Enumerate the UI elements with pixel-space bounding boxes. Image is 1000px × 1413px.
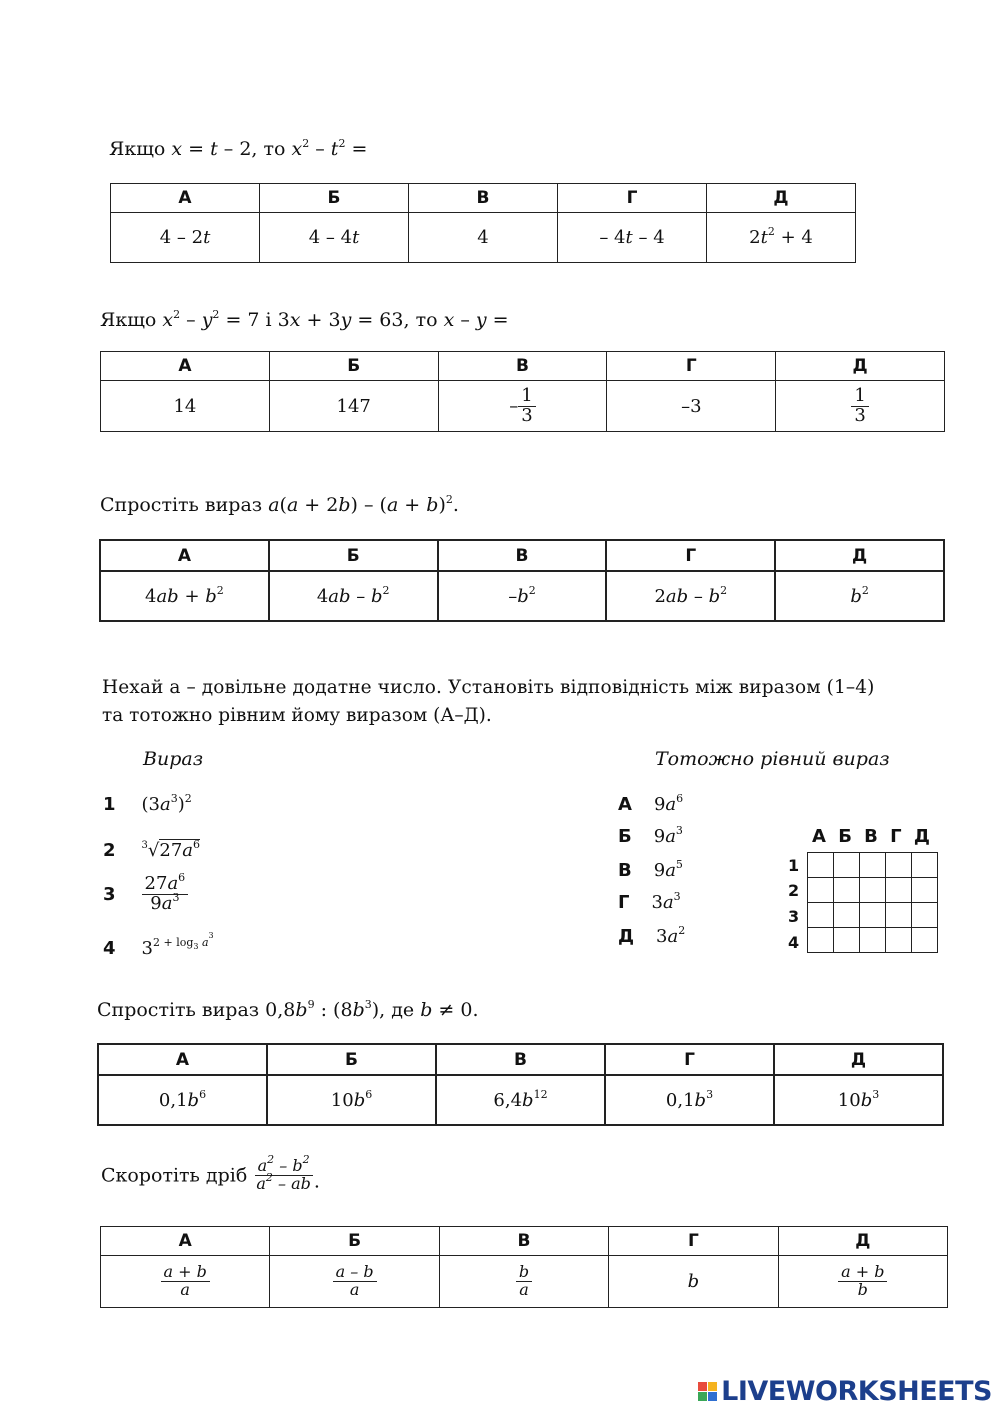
option-a[interactable]: $\frac{a + b}{a}$ [101,1256,270,1308]
grid-cell[interactable] [834,878,860,903]
option-d[interactable]: $\frac{1}{3}$ [776,381,945,432]
grid-cell[interactable] [860,903,886,928]
option-v[interactable]: $6,4b^{12}$ [436,1075,605,1125]
option-g[interactable]: b [609,1256,778,1308]
option-d[interactable]: $\frac{a + b}{b}$ [778,1256,947,1308]
option-header-b: Б [269,540,438,571]
identity-a: А $9a^6$ [618,792,684,815]
option-b[interactable]: $4ab - b^2$ [269,571,438,621]
identity-v: В $9a^5$ [618,858,683,881]
liveworksheets-logo [698,1376,992,1407]
option-header-v: В [409,184,558,213]
grid-cell[interactable] [886,878,912,903]
option-a[interactable]: 4 – 2t [111,213,260,263]
option-header-g: Г [605,1044,774,1075]
option-header-v: В [439,1227,608,1256]
grid-cell[interactable] [860,928,886,953]
option-header-d: Д [707,184,856,213]
right-column-title: Тотожно рівний вираз [655,748,890,770]
option-header-g: Г [558,184,707,213]
option-v[interactable]: $\frac{b}{a}$ [439,1256,608,1308]
option-v[interactable]: $-b^2$ [438,571,607,621]
grid-cell[interactable] [886,928,912,953]
identity-b: Б $9a^3$ [618,824,683,847]
grid-cell[interactable] [860,878,886,903]
answer-grid-row-label: 1 [788,856,800,875]
option-a[interactable]: $0,1b^6$ [98,1075,267,1125]
option-header-b: Б [267,1044,436,1075]
option-header-b: Б [269,352,438,381]
option-d[interactable]: $b^2$ [775,571,944,621]
expression-1: 1 $(3a^3)^2$ [103,792,192,815]
grid-cell[interactable] [808,878,834,903]
option-header-g: Г [607,352,776,381]
left-column-title: Вираз [143,748,204,770]
question-3-prompt: Спростіть вираз $a(a + 2b) - (a + b)^2$. [100,493,459,516]
grid-cell[interactable] [912,928,938,953]
option-a[interactable]: 14 [101,381,270,432]
option-header-v: В [438,540,607,571]
liveworksheets-logo-icon [698,1382,717,1401]
question-5-answers [97,1043,944,1126]
question-4-prompt-line2: та тотожно рівним йому виразом (А–Д). [102,705,492,726]
grid-cell[interactable] [834,928,860,953]
option-b[interactable]: 147 [269,381,438,432]
grid-cell[interactable] [912,903,938,928]
question-2-answers [100,351,945,432]
identity-g: Г $3a^3$ [618,890,681,913]
option-header-g: Г [609,1227,778,1256]
identity-d: Д $3a^2$ [618,924,686,947]
option-header-a: А [111,184,260,213]
liveworksheets-wordmark: LIVEWORKSHEETS [721,1376,992,1407]
option-header-v: В [436,1044,605,1075]
expression-4: 4 $3^{2 + log_3 a^3}$ [103,931,214,959]
grid-cell[interactable] [834,853,860,878]
question-1-answers [110,183,856,263]
grid-cell[interactable] [886,903,912,928]
option-v[interactable]: 4 [409,213,558,263]
option-g[interactable]: –3 [607,381,776,432]
option-header-d: Д [778,1227,947,1256]
answer-grid-row-label: 2 [788,881,800,900]
answer-grid-row-label: 3 [788,907,800,926]
option-b[interactable]: $10b^6$ [267,1075,436,1125]
option-header-b: Б [270,1227,439,1256]
grid-cell[interactable] [912,878,938,903]
option-header-d: Д [775,540,944,571]
answer-grid-row-label: 4 [788,933,800,952]
option-g[interactable]: $0,1b^3$ [605,1075,774,1125]
grid-cell[interactable] [886,853,912,878]
answer-grid-header: А Б В Г Д [812,826,933,847]
option-header-a: А [101,352,270,381]
option-b[interactable]: $\frac{a - b}{a}$ [270,1256,439,1308]
grid-cell[interactable] [808,853,834,878]
question-3-answers [99,539,945,622]
question-6-prompt: Скоротіть дріб $\frac{a^2 - b^2}{a^2 - ab}$ . [101,1153,320,1193]
option-header-a: А [101,1227,270,1256]
answer-grid [807,852,938,953]
option-header-d: Д [774,1044,943,1075]
option-header-g: Г [606,540,775,571]
grid-cell[interactable] [834,903,860,928]
option-b[interactable]: 4 – 4t [260,213,409,263]
question-6-answers [100,1226,948,1308]
question-4-prompt-line1: Нехай a – довільне додатне число. Установіть відповідність між виразом (1–4) [102,677,875,698]
option-a[interactable]: $4ab + b^2$ [100,571,269,621]
expression-2: 2 $^3√27a^6$ [103,838,201,861]
question-2-prompt: Якщо $x^2 - y^2 = 7$ і 3x + 3y = 63, то x – y = [100,308,509,331]
question-1-prompt: Якщо x = t – 2, то $x^2 - t^2$ = [109,137,368,160]
option-header-a: А [100,540,269,571]
option-header-d: Д [776,352,945,381]
expression-3: 3 $\frac{27a^6}{9a^3}$ [103,875,188,914]
option-header-v: В [438,352,607,381]
grid-cell[interactable] [808,903,834,928]
grid-cell[interactable] [860,853,886,878]
option-d[interactable]: $10b^3$ [774,1075,943,1125]
question-5-prompt: Спростіть вираз $0,8b^9$ : $(8b^3)$, де b ≠ 0. [97,998,479,1021]
grid-cell[interactable] [912,853,938,878]
option-v[interactable]: – $\frac{1}{3}$ [438,381,607,432]
option-header-b: Б [260,184,409,213]
grid-cell[interactable] [808,928,834,953]
option-g[interactable]: $2ab - b^2$ [606,571,775,621]
option-g[interactable]: – 4t – 4 [558,213,707,263]
option-d[interactable]: $2t^2 + 4$ [707,213,856,263]
option-header-a: А [98,1044,267,1075]
